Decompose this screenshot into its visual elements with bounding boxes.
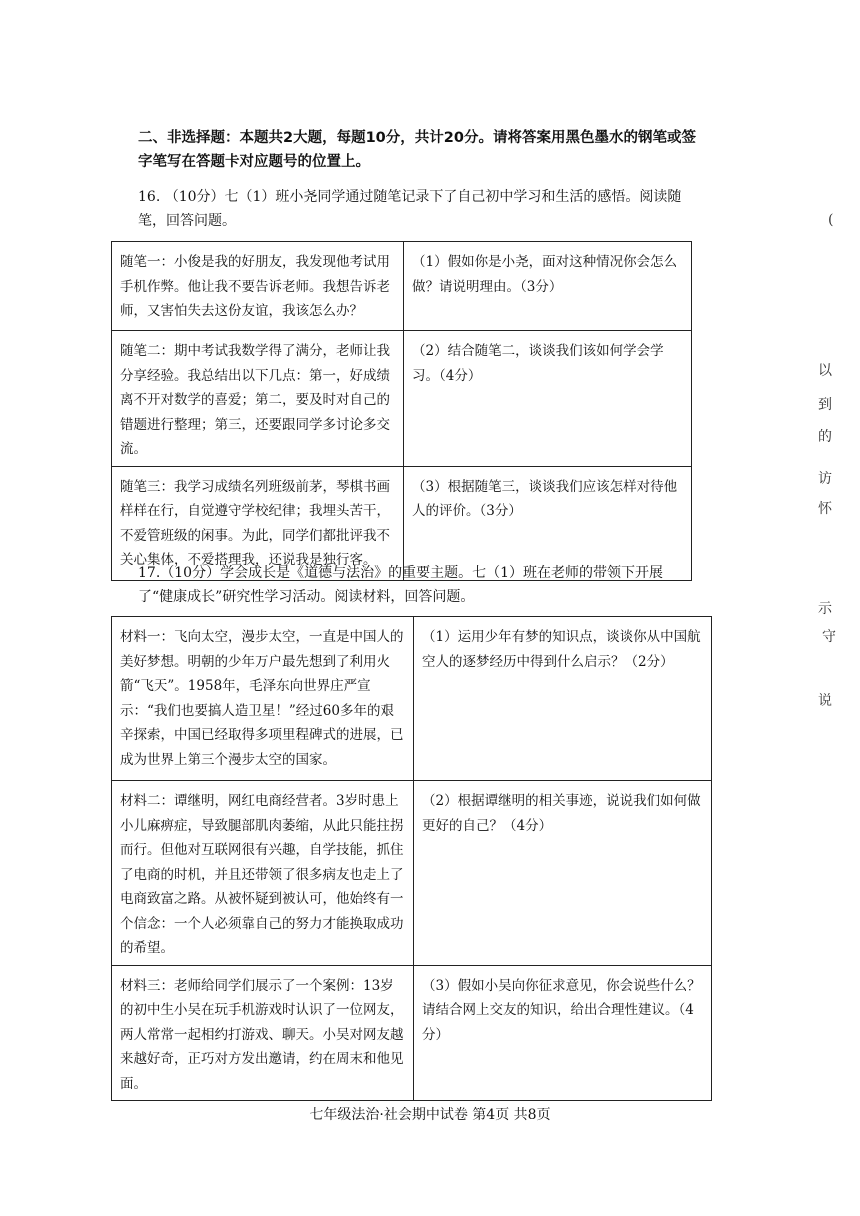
table-row: [112, 781, 712, 966]
question-cell: （2）结合随笔二，谈谈我们该如何学会学习。（4分）: [404, 331, 692, 467]
table-row: [112, 617, 712, 781]
margin-mark: 守: [822, 629, 836, 645]
margin-mark: 怀: [818, 501, 832, 517]
material-cell: 材料三：老师给同学们展示了一个案例：13岁的初中生小吴在玩手机游戏时认识了一位网友，两人常常一起相约打游戏、聊天。小吴对网友越来越好奇，正巧对方发出邀请，约在周末和他见面。: [112, 965, 414, 1101]
margin-mark: 到: [818, 397, 832, 413]
material-cell: 随笔一：小俊是我的好朋友，我发现他考试用手机作弊。他让我不要告诉老师。我想告诉老师，又害怕失去这份友谊，我该怎么办？: [112, 242, 404, 331]
question-16-intro: 16. （10分）七（1）班小尧同学通过随笔记录下了自己初中学习和生活的感悟。阅读随笔，回答问题。: [138, 189, 682, 229]
table-row: [112, 331, 692, 467]
material-cell: 材料二：谭继明，网红电商经营者。3岁时患上小儿麻痹症，导致腿部肌肉萎缩，从此只能拄拐而行。但他对互联网很有兴趣，自学技能，抓住了电商的时机，并且还带领了很多病友也走上了电商致富之路。从被怀疑到被认可，他始终有一个信念：一个人必须靠自己的努力才能换取成功的希望。: [112, 781, 414, 966]
section-title: 二、非选择题：本题共2大题，每题10分，共计20分。请将答案用黑色墨水的钢笔或签字笔写在答题卡对应题号的位置上。: [138, 130, 696, 170]
question-cell: （1）假如你是小尧，面对这种情况你会怎么做？请说明理由。（3分）: [404, 242, 692, 331]
margin-mark: (: [828, 212, 834, 228]
question-cell: （1）运用少年有梦的知识点，谈谈你从中国航空人的逐梦经历中得到什么启示？（2分）: [414, 617, 712, 781]
table-row: [112, 965, 712, 1101]
material-cell: 随笔二：期中考试我数学得了满分，老师让我分享经验。我总结出以下几点：第一，好成绩离不开对数学的喜爱；第二，要及时对自己的错题进行整理；第三，还要跟同学多讨论多交流。: [112, 331, 404, 467]
material-cell: 材料一：飞向太空，漫步太空，一直是中国人的美好梦想。明朝的少年万户最先想到了利用火箭“飞天”。1958年，毛泽东向世界庄严宣示：“我们也要搞人造卫星！”经过60多年的艰辛探索，中国已经取得多项里程碑式的进展，已成为世界上第三个漫步太空的国家。: [112, 617, 414, 781]
page-footer: 七年级法治·社会期中试卷 第4页 共8页: [309, 1107, 551, 1123]
question-cell: （3）假如小吴向你征求意见，你会说些什么？请结合网上交友的知识，给出合理性建议。（4分）: [414, 965, 712, 1101]
question-cell: （2）根据谭继明的相关事迹，说说我们如何做更好的自己？（4分）: [414, 781, 712, 966]
margin-mark: 说: [818, 693, 832, 709]
question-17-intro: 17.（10分）学会成长是《道德与法治》的重要主题。七（1）班在老师的带领下开展了“健康成长”研究性学习活动。阅读材料，回答问题。: [138, 565, 663, 605]
margin-mark: 的: [818, 429, 832, 445]
table-row: [112, 242, 692, 331]
margin-mark: 访: [818, 471, 832, 487]
material-cell: 随笔三：我学习成绩名列班级前茅，琴棋书画样样在行，自觉遵守学校纪律；我埋头苦干，不爱管班级的闲事。为此，同学们都批评我不关心集体，不爱搭理我，还说我是独行客。: [112, 466, 404, 580]
margin-mark: 示: [818, 601, 832, 617]
question-cell: （3）根据随笔三，谈谈我们应该怎样对待他人的评价。（3分）: [404, 466, 692, 580]
question-17-table: [111, 616, 712, 1101]
margin-mark: 以: [818, 363, 832, 379]
question-16-table: [111, 241, 692, 581]
